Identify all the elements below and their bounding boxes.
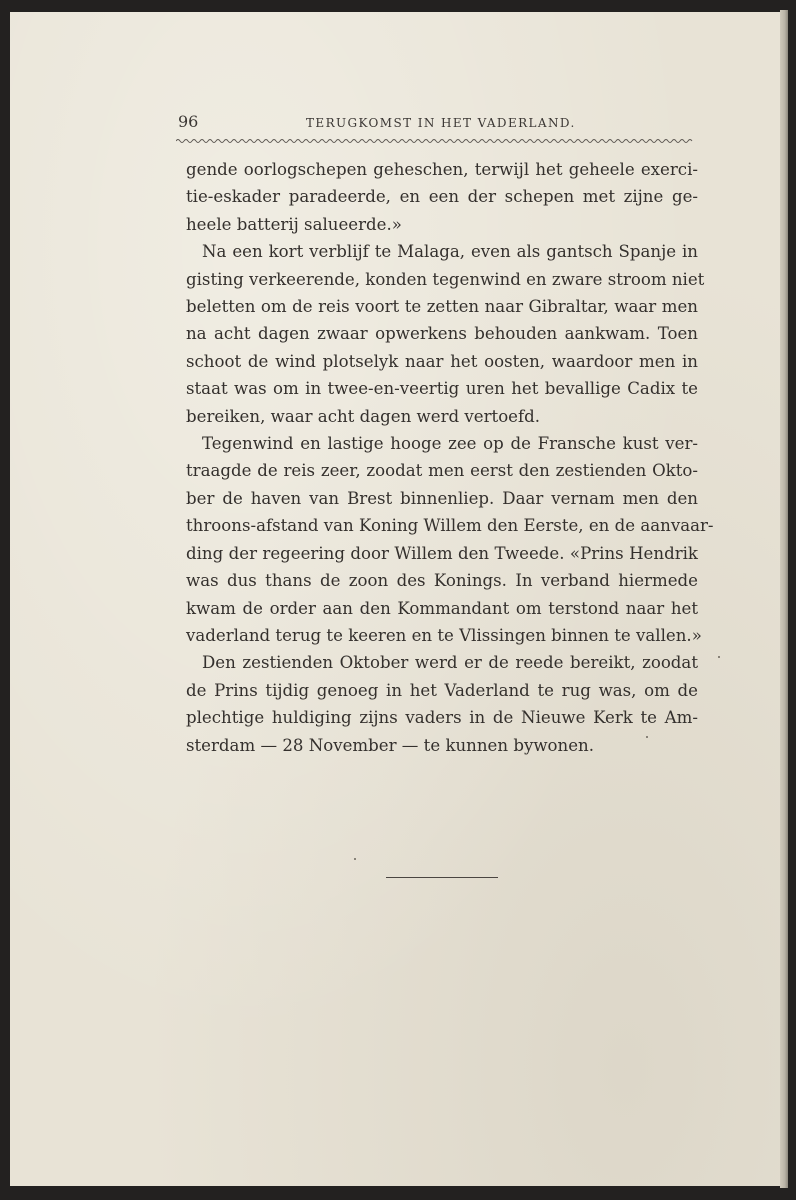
text-line: Na een kort verblijf te Malaga, even als gantsch Spanje in <box>202 242 698 262</box>
paper-speck <box>646 736 648 738</box>
page-header <box>178 112 694 136</box>
text-line: gisting verkeerende, konden tegenwind en zware stroom niet <box>186 269 705 289</box>
text-line: traagde de reis zeer, zoodat men eerst den zestienden Okto- <box>186 461 698 481</box>
text-line: sterdam — 28 November — te kunnen bywonen. <box>186 735 594 755</box>
text-line: tie-eskader paradeerde, en een der schepen met zijne ge- <box>186 187 698 207</box>
paper-speck <box>718 656 720 658</box>
text-line: bereiken, waar acht dagen werd vertoefd. <box>186 406 541 426</box>
text-line: kwam de order aan den Kommandant om terstond naar het <box>186 598 698 618</box>
body-text <box>186 156 714 759</box>
text-line: schoot de wind plotselyk naar het oosten, waardoor men in <box>186 351 698 371</box>
text-line: plechtige huldiging zijns vaders in de Nieuwe Kerk te Am- <box>186 708 698 728</box>
text-line: beletten om de reis voort te zetten naar Gibraltar, waar men <box>186 297 698 317</box>
text-line: ber de haven van Brest binnenliep. Daar vernam men den <box>186 488 698 508</box>
paper-speck <box>354 858 356 860</box>
text-line: vaderland terug te keeren en te Vlissingen binnen te vallen.» <box>186 625 702 645</box>
text-line: throons-afstand van Koning Willem den Eerste, en de aanvaar- <box>186 516 714 536</box>
text-line: de Prins tijdig genoeg in het Vaderland te rug was, om de <box>186 680 698 700</box>
header-wavy-rule <box>176 138 694 144</box>
page-edge <box>780 10 788 1188</box>
text-line: na acht dagen zwaar opwerkens behouden aankwam. Toen <box>186 324 698 344</box>
text-line: was dus thans de zoon des Konings. In verband hiermede <box>186 571 698 591</box>
end-rule <box>386 877 498 878</box>
running-title: TERUGKOMST IN HET VADERLAND. <box>306 116 576 130</box>
text-line: Tegenwind en lastige hooge zee op de Fransche kust ver- <box>202 434 698 454</box>
page-number: 96 <box>178 112 199 131</box>
text-line: ding der regeering door Willem den Tweede. «Prins Hendrik <box>186 543 698 563</box>
text-line: staat was om in twee-en-veertig uren het bevallige Cadix te <box>186 379 698 399</box>
text-line: Den zestienden Oktober werd er de reede bereikt, zoodat <box>202 653 698 673</box>
text-line: gende oorlogschepen geheschen, terwijl het geheele exerci- <box>186 160 698 179</box>
text-line: heele batterij salueerde.» <box>186 214 402 234</box>
